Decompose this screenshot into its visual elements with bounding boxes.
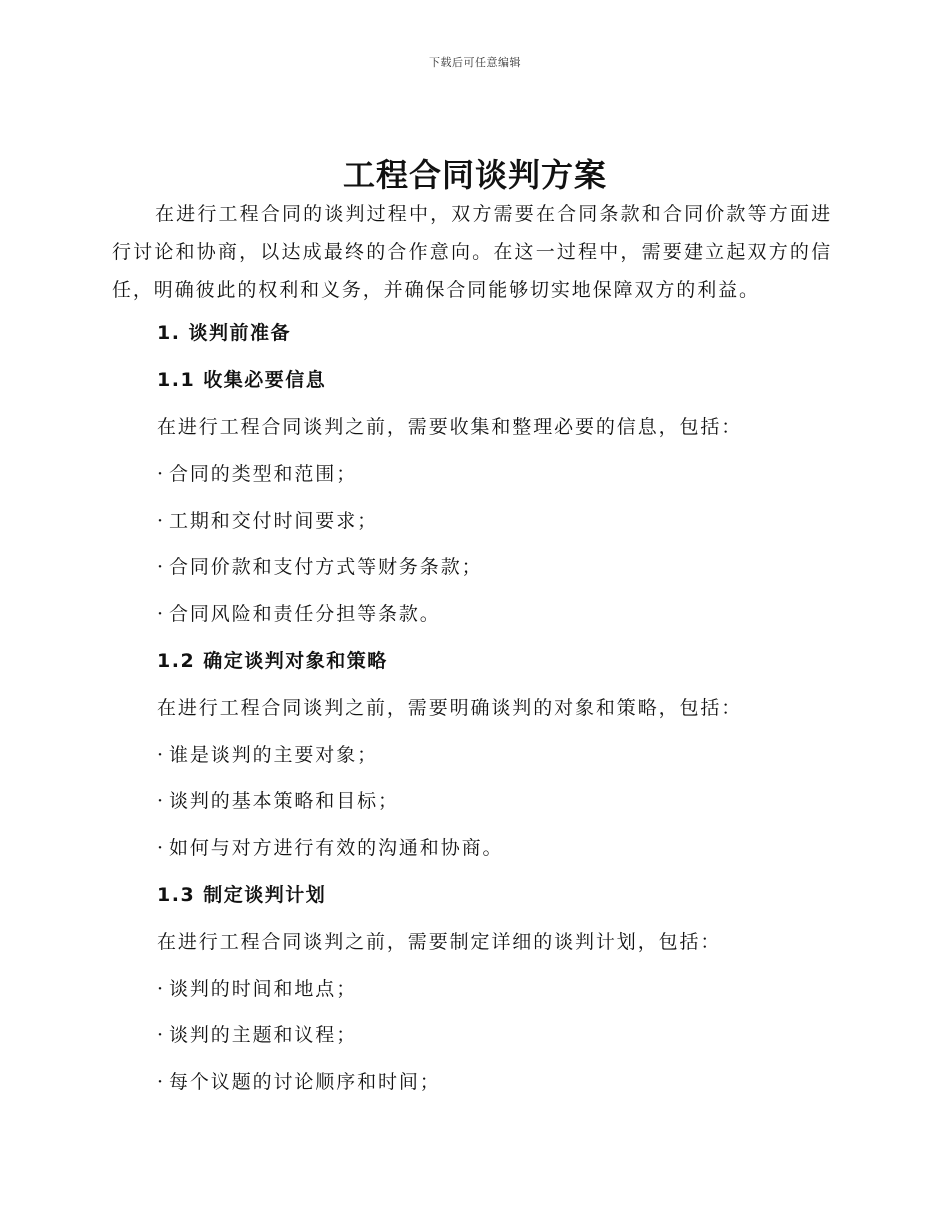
subsection-lead: 在进行工程合同谈判之前，需要收集和整理必要的信息，包括： [157,416,743,438]
list-item-text: 谈判的基本策略和目标； [169,790,399,812]
list-item [157,506,378,536]
bullet-icon: · [157,978,165,1000]
list-item-text: 谈判的主题和议程； [169,1024,358,1046]
list-item-text: 工期和交付时间要求； [169,510,379,532]
bullet-icon: · [157,744,165,766]
bullet-icon: · [157,603,165,625]
subsection-heading: 1.1 收集必要信息 [157,369,327,391]
list-item [157,1067,441,1097]
bullet-icon: · [157,790,165,812]
list-item [157,599,441,629]
subsection-lead: 在进行工程合同谈判之前，需要制定详细的谈判计划，包括： [157,931,722,953]
bullet-icon: · [157,837,165,859]
list-item [157,552,483,582]
bullet-icon: · [157,556,165,578]
list-item-text: 谈判的时间和地点； [169,978,358,1000]
list-item [157,459,357,489]
document-title: 工程合同谈判方案 [342,156,607,194]
intro-paragraph: 在进行工程合同的谈判过程中，双方需要在合同条款和合同价款等方面进行讨论和协商，以达成最终的合作意向。在这一过程中，需要建立起双方的信任，明确彼此的权利和义务，并确保合同能够切实地保障双方的利益。 [112,203,832,301]
subsection-lead: 在进行工程合同谈判之前，需要明确谈判的对象和策略，包括： [157,697,743,719]
list-item-text: 合同价款和支付方式等财务条款； [169,556,483,578]
bullet-icon: · [157,1024,165,1046]
list-item [157,1020,357,1050]
section-heading: 1. 谈判前准备 [157,322,292,344]
list-item-text: 如何与对方进行有效的沟通和协商。 [169,837,504,859]
list-item [157,974,357,1004]
bullet-icon: · [157,1071,165,1093]
list-item [157,833,503,863]
list-item-text: 合同的类型和范围； [169,463,358,485]
list-item-text: 合同风险和责任分担等条款。 [169,603,441,625]
subsection-heading: 1.2 确定谈判对象和策略 [157,650,388,672]
bullet-icon: · [157,510,165,532]
page-header-note: 下载后可任意编辑 [429,56,521,69]
list-item [157,786,399,816]
list-item-text: 每个议题的讨论顺序和时间； [169,1071,441,1093]
list-item [157,740,378,770]
bullet-icon: · [157,463,165,485]
subsection-heading: 1.3 制定谈判计划 [157,884,327,906]
list-item-text: 谁是谈判的主要对象； [169,744,379,766]
